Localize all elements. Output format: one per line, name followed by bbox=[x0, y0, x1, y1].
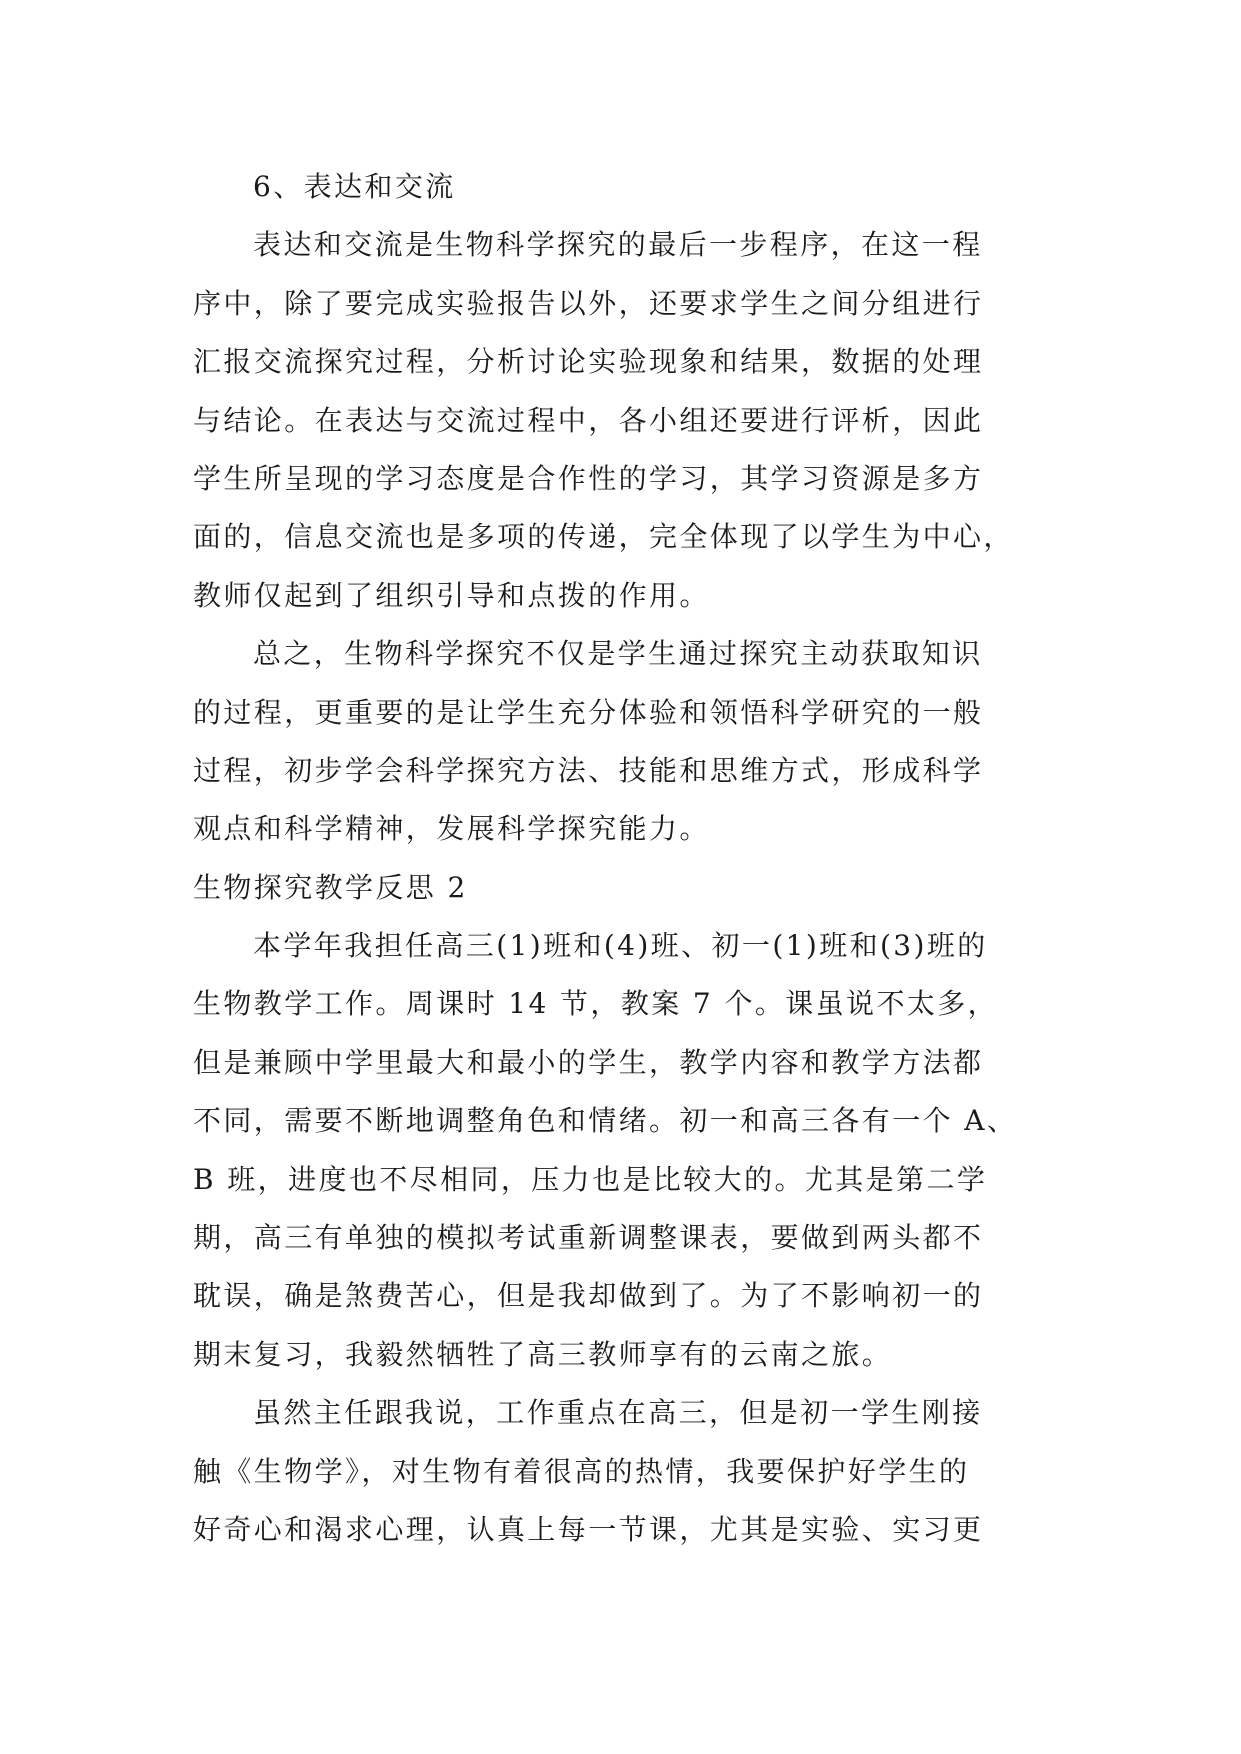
text-line: 期，高三有单独的模拟考试重新调整课表，要做到两头都不 bbox=[193, 1221, 984, 1255]
text-line: 生物教学工作。周课时 14 节，教案 7 个。课虽说不太多， bbox=[193, 987, 999, 1021]
text-line: 耽误，确是煞费苦心，但是我却做到了。为了不影响初一的 bbox=[193, 1279, 984, 1313]
text-line: 面的，信息交流也是多项的传递，完全体现了以学生为中心， bbox=[193, 520, 1014, 554]
text-line: 本学年我担任高三(1)班和(4)班、初一(1)班和(3)班的 bbox=[253, 929, 988, 963]
text-line: B 班，进度也不尽相同，压力也是比较大的。尤其是第二学 bbox=[193, 1162, 988, 1196]
text-line: 的过程，更重要的是让学生充分体验和领悟科学研究的一般 bbox=[193, 695, 984, 729]
text-line: 期末复习，我毅然牺牲了高三教师享有的云南之旅。 bbox=[193, 1337, 893, 1371]
text-line: 虽然主任跟我说，工作重点在高三，但是初一学生刚接 bbox=[253, 1396, 983, 1430]
text-line: 触《生物学》，对生物有着很高的热情，我要保护好学生的 bbox=[193, 1454, 970, 1488]
text-line: 生物探究教学反思 2 bbox=[193, 870, 468, 904]
text-line: 序中，除了要完成实验报告以外，还要求学生之间分组进行 bbox=[193, 286, 984, 320]
text-line: 总之，生物科学探究不仅是学生通过探究主动获取知识 bbox=[253, 637, 983, 671]
text-line: 6、表达和交流 bbox=[253, 170, 456, 203]
text-line: 观点和科学精神，发展科学探究能力。 bbox=[193, 812, 710, 846]
text-line: 好奇心和渴求心理，认真上每一节课，尤其是实验、实习更 bbox=[193, 1512, 984, 1546]
text-line: 过程，初步学会科学探究方法、技能和思维方式，形成科学 bbox=[193, 753, 984, 787]
text-line: 教师仅起到了组织引导和点拨的作用。 bbox=[193, 578, 710, 612]
text-line: 与结论。在表达与交流过程中，各小组还要进行评析，因此 bbox=[193, 403, 984, 437]
text-line: 学生所呈现的学习态度是合作性的学习，其学习资源是多方 bbox=[193, 461, 984, 495]
text-line: 汇报交流探究过程，分析讨论实验现象和结果，数据的处理 bbox=[193, 345, 984, 379]
text-line: 表达和交流是生物科学探究的最后一步程序，在这一程 bbox=[253, 228, 983, 262]
document-body bbox=[193, 158, 1073, 1559]
text-line: 但是兼顾中学里最大和最小的学生，教学内容和教学方法都 bbox=[193, 1045, 984, 1079]
text-line: 不同，需要不断地调整角色和情绪。初一和高三各有一个 A、 bbox=[193, 1104, 1018, 1138]
